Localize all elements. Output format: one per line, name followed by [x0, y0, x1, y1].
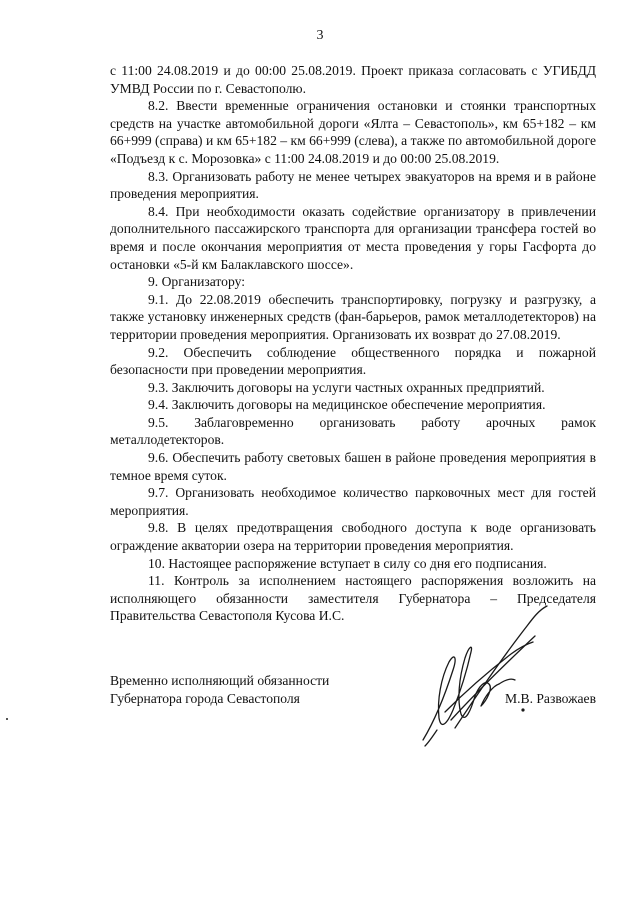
signatory-position-line-1: Временно исполняющий обязанности	[110, 673, 330, 688]
paragraph-9-6: 9.6. Обеспечить работу световых башен в районе проведения мероприятия в темное время суток.	[110, 450, 596, 483]
handwritten-signature-icon	[415, 600, 555, 750]
paragraph-9: 9. Организатору:	[148, 274, 245, 290]
paragraph-8-3: 8.3. Организовать работу не менее четырех эвакуаторов на время и в районе проведения мероприятия.	[110, 168, 596, 202]
paragraph-9-4: 9.4. Заключить договоры на медицинское обеспечение мероприятия.	[148, 397, 546, 413]
paragraph-9-1: 9.1. До 22.08.2019 обеспечить транспортировку, погрузку и разгрузку, а также установку инженерных средств (фан-барьеров, рамок металлодетекторов) на территории проведения мероприятия. Организовать их возврат до 27.08.2019.	[110, 291, 596, 342]
page-number: 3	[316, 28, 324, 43]
paragraph-9-2: 9.2. Обеспечить соблюдение общественного порядка и пожарной безопасности при проведении мероприятия.	[110, 344, 596, 378]
margin-dot	[6, 718, 8, 720]
paragraph-9-8: 9.8. В целях предотвращения свободного доступа к воде организовать ограждение акватории озера на территории проведения мероприятия.	[110, 520, 596, 554]
paragraph-9-5: 9.5. Заблаговременно организовать работу арочных рамок металлодетекторов.	[110, 414, 596, 448]
signatory-position-line-2: Губернатора города Севастополя	[110, 690, 300, 706]
paragraph-8-1-continued: с 11:00 24.08.2019 и до 00:00 25.08.2019. Проект приказа согласовать с УГИБДД УМВД России по г. Севастополю.	[110, 63, 596, 96]
paragraph-11: 11. Контроль за исполнением настоящего распоряжения возложить на исполняющего обязанности заместителя Губернатора – Председателя Правительства Севастополя Кусова И.С.	[110, 573, 596, 624]
paragraph-10: 10. Настоящее распоряжение вступает в силу со дня его подписания.	[148, 555, 547, 571]
paragraph-8-2: 8.2. Ввести временные ограничения остановки и стоянки транспортных средств на участке автомобильной дороги «Ялта – Севастополь», км 65+182 – км 66+999 (справа) и км 65+182 – км 66+999 (слева), а также по автомобильной дороге «Подъезд к с. Морозовка» с 11:00 24.08.2019 и до 00:00 25.08.2019.	[110, 98, 596, 166]
document-body	[110, 62, 596, 625]
signatory-name: М.В. Развожаев	[505, 690, 596, 706]
paragraph-8-4: 8.4. При необходимости оказать содействие организатору в привлечении дополнительного пассажирского транспорта для организации трансфера гостей во время и после окончания мероприятия от места проведения у горы Гасфорта до остановки «5-й км Балаклавского шоссе».	[110, 203, 596, 272]
paragraph-9-3: 9.3. Заключить договоры на услуги частных охранных предприятий.	[148, 379, 545, 395]
paragraph-9-7: 9.7. Организовать необходимое количество парковочных мест для гостей мероприятия.	[110, 485, 596, 518]
